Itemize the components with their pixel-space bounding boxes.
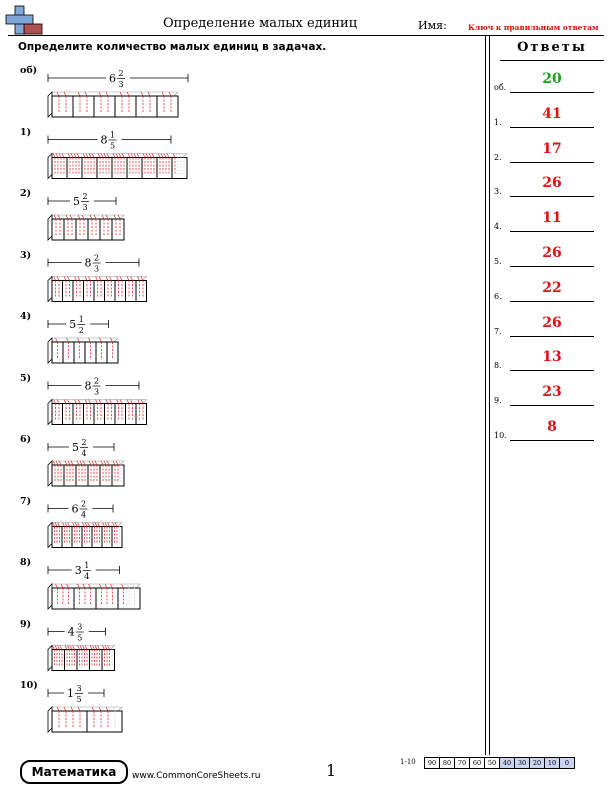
problem-label: 3)	[20, 249, 32, 261]
mixed-number-whole: 8	[84, 379, 92, 393]
bar-side-face	[48, 461, 52, 486]
whole-cell	[67, 158, 82, 179]
score-cell: 10	[545, 758, 560, 769]
whole-cell	[52, 96, 73, 117]
answer-value: 26	[542, 245, 562, 261]
whole-cell	[77, 650, 90, 671]
page-number: 1	[326, 761, 337, 780]
fraction-denominator: 3	[93, 264, 100, 274]
answer-label: 7.	[494, 326, 502, 336]
fraction-numerator: 2	[118, 69, 124, 78]
whole-cell	[112, 158, 127, 179]
whole-cell	[52, 219, 64, 240]
fraction-numerator: 2	[93, 253, 100, 263]
fraction-denominator: 5	[77, 633, 83, 643]
score-cell: 40	[500, 758, 515, 769]
fraction-denominator: 3	[118, 80, 124, 89]
bar-side-face	[48, 646, 52, 671]
whole-cell	[76, 219, 88, 240]
whole-cell	[52, 281, 63, 302]
mixed-number-whole: 8	[100, 133, 108, 147]
answer-label: 10.	[494, 431, 507, 440]
fraction-denominator: 5	[76, 695, 82, 704]
answer-value: 8	[547, 419, 557, 435]
answer-line	[510, 301, 594, 302]
answer-line	[510, 266, 594, 267]
problem-label: 5)	[20, 372, 32, 384]
fraction-numerator: 3	[77, 622, 83, 632]
whole-cell	[115, 404, 126, 425]
fraction-numerator: 1	[109, 130, 116, 140]
mixed-number-whole: 1	[67, 687, 74, 700]
fraction-numerator: 1	[78, 315, 84, 324]
score-cell: 20	[530, 758, 545, 769]
score-cell: 30	[515, 758, 530, 769]
answer-label: 3.	[494, 187, 502, 197]
whole-cell	[90, 650, 103, 671]
whole-cell	[52, 404, 63, 425]
answers-title: Ответы	[517, 40, 587, 55]
answer-value: 23	[542, 384, 562, 401]
whole-cell	[127, 158, 142, 179]
whole-cell	[64, 219, 76, 240]
whole-cell	[73, 96, 94, 117]
mixed-number-whole: 5	[72, 441, 79, 454]
problem-label: 8)	[20, 557, 32, 568]
answer-label: 1.	[494, 117, 502, 127]
fraction-denominator: 3	[93, 387, 100, 397]
whole-cell	[157, 96, 178, 117]
mixed-number-whole: 3	[74, 564, 82, 577]
whole-cell	[65, 650, 78, 671]
answer-value: 26	[542, 175, 562, 192]
whole-cell	[126, 404, 137, 425]
fraction-numerator: 2	[82, 192, 88, 201]
whole-cell	[63, 281, 74, 302]
bar-top-face	[48, 338, 118, 342]
whole-cell	[136, 404, 147, 425]
bar-side-face	[48, 523, 52, 548]
score-cell: 0	[560, 758, 575, 769]
whole-cell	[94, 281, 105, 302]
answer-line	[510, 440, 594, 441]
problem-label: об)	[20, 65, 38, 76]
answer-value: 20	[542, 71, 562, 87]
fraction-numerator: 3	[76, 684, 82, 693]
answer-value: 22	[542, 279, 562, 296]
fraction-numerator: 2	[80, 499, 87, 509]
score-cell: 70	[455, 758, 470, 769]
problem-label: 4)	[20, 311, 32, 322]
fraction-denominator: 4	[80, 510, 87, 520]
name-label: Имя:	[418, 19, 447, 32]
fraction-numerator: 1	[84, 561, 90, 570]
whole-cell	[87, 711, 122, 732]
whole-cell	[88, 219, 100, 240]
answer-line	[510, 370, 594, 371]
score-cell: 80	[440, 758, 455, 769]
bar-side-face	[48, 277, 52, 302]
bar-side-face	[48, 154, 52, 179]
answer-label: 2.	[494, 152, 502, 162]
whole-cell	[82, 158, 97, 179]
answer-value: 17	[542, 140, 562, 157]
answer-label: 6.	[494, 291, 502, 301]
answer-line	[510, 162, 594, 163]
problem-label: 10)	[20, 680, 38, 691]
mixed-number-whole: 6	[71, 502, 79, 516]
problem-label: 6)	[20, 434, 32, 445]
answer-value: 41	[542, 105, 562, 122]
problem-label: 7)	[20, 495, 32, 507]
fraction-denominator: 5	[109, 141, 116, 151]
whole-cell	[52, 158, 67, 179]
whole-cell	[94, 404, 105, 425]
whole-cell	[172, 158, 187, 179]
problem-label: 1)	[20, 126, 32, 138]
bar-top-face	[48, 707, 122, 711]
brand-badge: Математика	[20, 760, 128, 784]
answer-line	[510, 336, 594, 337]
answer-line	[510, 92, 594, 93]
answer-label: 8.	[494, 361, 502, 371]
whole-cell	[84, 404, 95, 425]
mixed-number-whole: 8	[84, 256, 92, 270]
bar-side-face	[48, 584, 52, 609]
bar-side-face	[48, 92, 52, 117]
mixed-number-whole: 5	[69, 318, 77, 331]
whole-cell	[157, 158, 172, 179]
mixed-number-whole: 5	[73, 195, 80, 208]
whole-cell	[136, 96, 157, 117]
whole-cell	[105, 281, 116, 302]
fraction-denominator: 4	[81, 449, 87, 458]
mixed-number-whole: 4	[67, 625, 75, 639]
bar-top-face	[48, 92, 178, 96]
answer-key-note: Ключ к правильным ответам	[468, 23, 599, 32]
column-divider	[485, 35, 486, 755]
score-cell: 60	[470, 758, 485, 769]
score-cell: 50	[485, 758, 500, 769]
answer-label: 4.	[494, 222, 502, 232]
bar-side-face	[48, 338, 52, 363]
fraction-denominator: 2	[78, 326, 84, 335]
answer-value: 13	[542, 349, 562, 366]
whole-cell	[105, 404, 116, 425]
fraction-denominator: 3	[82, 203, 88, 212]
mixed-number-whole: 6	[109, 72, 116, 85]
bar-side-face	[48, 215, 52, 240]
fraction-numerator: 2	[81, 438, 87, 447]
page-title: Определение малых единиц	[162, 16, 358, 31]
whole-cell	[97, 158, 112, 179]
answer-line	[510, 405, 594, 406]
score-cell: 90	[425, 758, 440, 769]
answer-line	[510, 231, 594, 232]
whole-cell	[52, 711, 87, 732]
whole-cell	[73, 281, 84, 302]
whole-cell	[126, 281, 137, 302]
whole-cell	[63, 404, 74, 425]
answer-line	[510, 196, 594, 197]
instruction-text: Определите количество малых единиц в задачах.	[18, 41, 327, 53]
fraction-denominator: 4	[84, 572, 90, 581]
whole-cell	[84, 281, 95, 302]
whole-cell	[102, 650, 115, 671]
answer-label: 5.	[494, 257, 502, 266]
score-range-label: 1-10	[400, 758, 416, 766]
answers-title-underline	[500, 60, 604, 61]
answer-label: 9.	[494, 396, 502, 406]
score-table	[424, 757, 575, 769]
whole-cell	[52, 650, 65, 671]
whole-cell	[100, 219, 112, 240]
whole-cell	[136, 281, 147, 302]
whole-cell	[73, 404, 84, 425]
whole-cell	[115, 281, 126, 302]
answer-value: 26	[542, 314, 562, 331]
whole-cell	[115, 96, 136, 117]
problem-label: 9)	[20, 618, 32, 630]
bar-side-face	[48, 400, 52, 425]
bar-side-face	[48, 707, 52, 732]
answer-label: об.	[494, 83, 507, 92]
column-divider	[489, 35, 490, 755]
answer-line	[510, 127, 594, 128]
fraction-numerator: 2	[93, 376, 100, 386]
answer-value: 11	[542, 210, 562, 227]
whole-cell	[142, 158, 157, 179]
problem-label: 2)	[20, 188, 32, 199]
whole-cell	[112, 219, 124, 240]
site-url: www.CommonCoreSheets.ru	[132, 771, 261, 781]
whole-cell	[94, 96, 115, 117]
